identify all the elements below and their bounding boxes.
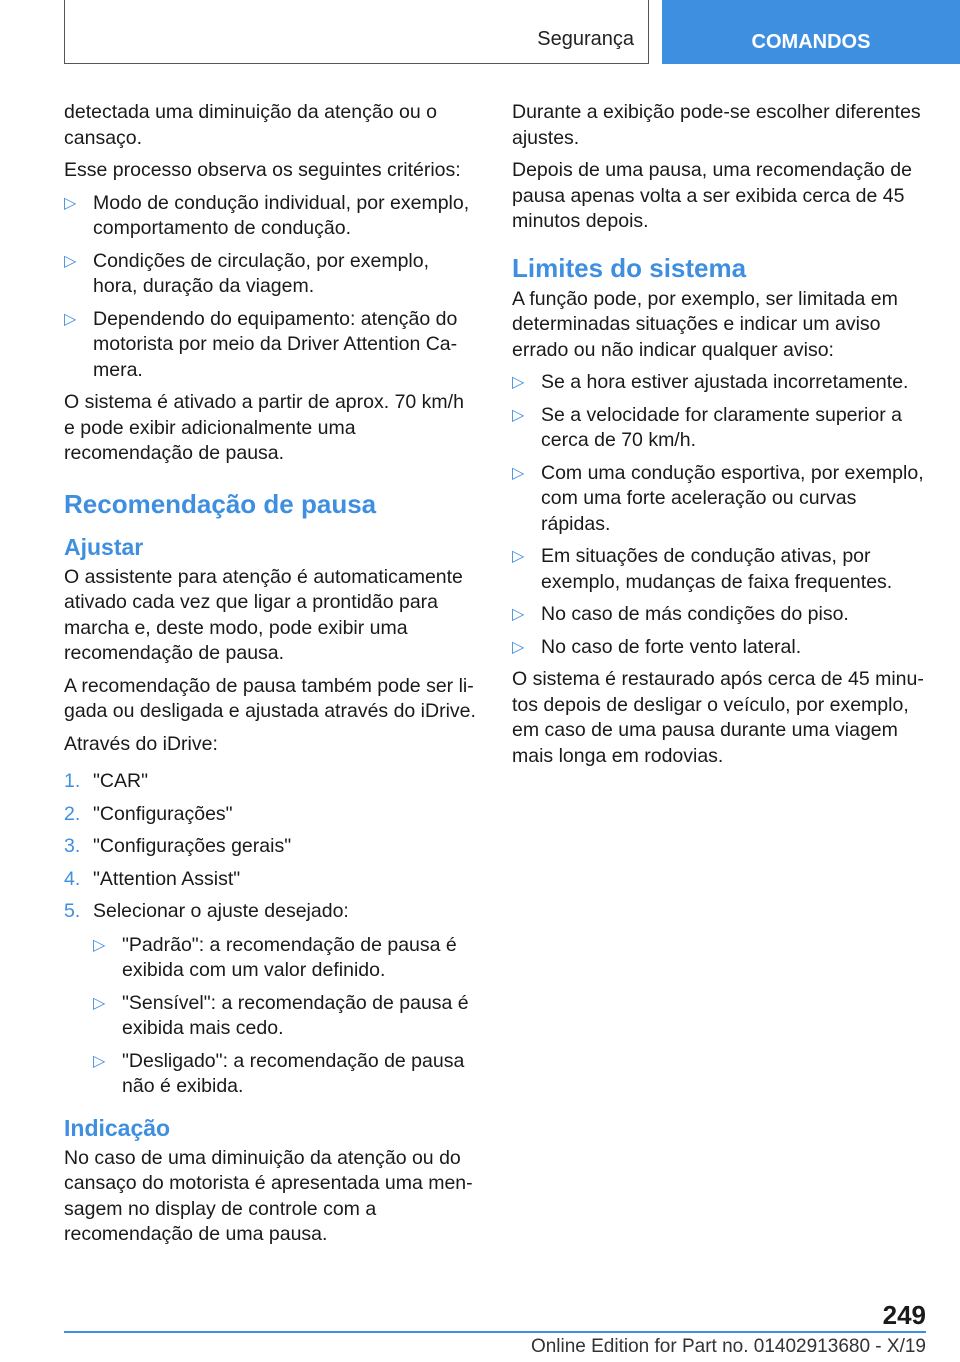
- list-item: ▷ Em situações de condução ativas, por exemplo, mudanças de faixa frequentes.: [512, 545, 893, 593]
- triangle-bullet-icon: ▷: [93, 1052, 106, 1070]
- list-item: ▷ Condições de circulação, por exemplo, hora, duração da viagem.: [64, 249, 430, 297]
- step-number: 4.: [64, 867, 81, 890]
- triangle-bullet-icon: ▷: [93, 936, 106, 954]
- triangle-bullet-icon: ▷: [512, 374, 525, 391]
- footer-divider: [64, 1331, 926, 1333]
- page-number: 249: [882, 1300, 926, 1330]
- triangle-bullet-icon: ▷: [512, 464, 525, 482]
- list-item: ▷ "Desligado": a recomendação de pausa não é exibida.: [93, 1049, 465, 1097]
- list-item: ▷ Com uma condução esportiva, por exemplo, com uma forte aceleração ou curvas rápidas.: [512, 461, 924, 535]
- triangle-bullet-icon: ▷: [64, 310, 77, 328]
- section-heading: Limites do sistema: [512, 252, 747, 283]
- paragraph: O sistema é restaurado após cerca de 45 minutos depois de desligar o veículo, por exemplo, em caso de uma pausa durante uma viagem mais longa em rodovias.: [512, 668, 924, 767]
- idrive-steps: [64, 769, 476, 1100]
- header-frame: [64, 0, 649, 64]
- paragraph: O assistente para atenção é automaticamente ativado cada vez que ligar a prontidão para marcha e, deste modo, pode exibir uma recomendação de pausa.: [64, 565, 463, 664]
- triangle-bullet-icon: ▷: [512, 406, 525, 424]
- paragraph: Durante a exibição pode-se escolher diferentes ajustes.: [512, 101, 921, 149]
- paragraph: O sistema é ativado a partir de aprox. 70 km/h e pode exibir adicionalmente uma recomendação de pausa.: [64, 391, 464, 464]
- step-number: 2.: [64, 802, 81, 825]
- paragraph: No caso de uma diminuição da atenção ou do cansaço do motorista é apresentada uma mensagem no display de controle com a recomendação de uma pausa.: [64, 1146, 473, 1245]
- paragraph: Esse processo observa os seguintes critérios:: [64, 159, 461, 181]
- triangle-bullet-icon: ▷: [512, 638, 525, 656]
- triangle-bullet-icon: ▷: [512, 606, 525, 623]
- right-column: [512, 100, 924, 776]
- step-item: 3. "Configurações gerais": [64, 834, 476, 860]
- list-item: ▷ "Padrão": a recomendação de pausa é exibida com um valor definido.: [93, 933, 457, 981]
- left-column: [64, 100, 476, 1255]
- paragraph: Através do iDrive:: [64, 732, 218, 755]
- step-item: 2. "Configurações": [64, 802, 476, 828]
- list-item: ▷ Se a velocidade for claramente superior a cerca de 70 km/h.: [512, 403, 902, 451]
- header-chapter-tab[interactable]: [662, 0, 960, 64]
- triangle-bullet-icon: ▷: [64, 252, 77, 270]
- limits-list: [512, 370, 924, 660]
- list-item: ▷ No caso de forte vento lateral.: [512, 635, 924, 661]
- triangle-bullet-icon: ▷: [512, 548, 525, 565]
- paragraph: A recomendação de pausa também pode ser ligada ou desligada e ajustada através do iDrive.: [64, 674, 476, 722]
- header-chapter-label: COMANDOS: [751, 30, 871, 53]
- list-item: ▷ Se a hora estiver ajustada incorretamente.: [512, 370, 924, 396]
- section-heading: Recomendação de pausa: [64, 488, 377, 519]
- criteria-list: [64, 191, 476, 384]
- triangle-bullet-icon: ▷: [93, 994, 106, 1012]
- footer-edition-text: Online Edition for Part no. 01402913680 - X/19: [530, 1336, 926, 1357]
- step-item: 5. Selecionar o ajuste desejado: ▷ "Padrão": a recomendação de pausa é exibida com um valor definido. ▷ "Sensível": a recomendação de pausa é exibida mais cedo. ▷ "Desligado": a recomendação de pausa não é exibida.: [64, 899, 476, 1100]
- step-number: 5.: [64, 900, 81, 922]
- list-item: ▷ "Sensível": a recomendação de pausa é exibida mais cedo.: [93, 991, 469, 1039]
- subsection-heading: Indicação: [64, 1114, 171, 1141]
- triangle-bullet-icon: ▷: [64, 194, 77, 212]
- paragraph: A função pode, por exemplo, ser limitada em determinadas situações e indicar um aviso errado ou não indicar qualquer aviso:: [512, 287, 898, 361]
- step-item: 4. "Attention Assist": [64, 867, 476, 893]
- list-item: ▷ No caso de más condições do piso.: [512, 602, 924, 628]
- step-number: 1.: [64, 770, 81, 792]
- paragraph: detectada uma diminuição da atenção ou o cansaço.: [64, 101, 437, 149]
- paragraph: Depois de uma pausa, uma recomendação de pausa apenas volta a ser exibida cerca de 45 minutos depois.: [512, 159, 912, 232]
- header-section-title: Segurança: [537, 28, 634, 50]
- subsection-heading: Ajustar: [64, 533, 144, 560]
- step-item: 1. "CAR": [64, 769, 476, 795]
- list-item: ▷ Dependendo do equipamento: atenção do motorista por meio da Driver Attention Camera.: [64, 307, 458, 381]
- list-item: ▷ Modo de condução individual, por exemplo, comportamento de condução.: [64, 191, 470, 239]
- option-list: [93, 933, 476, 1100]
- step-number: 3.: [64, 835, 81, 857]
